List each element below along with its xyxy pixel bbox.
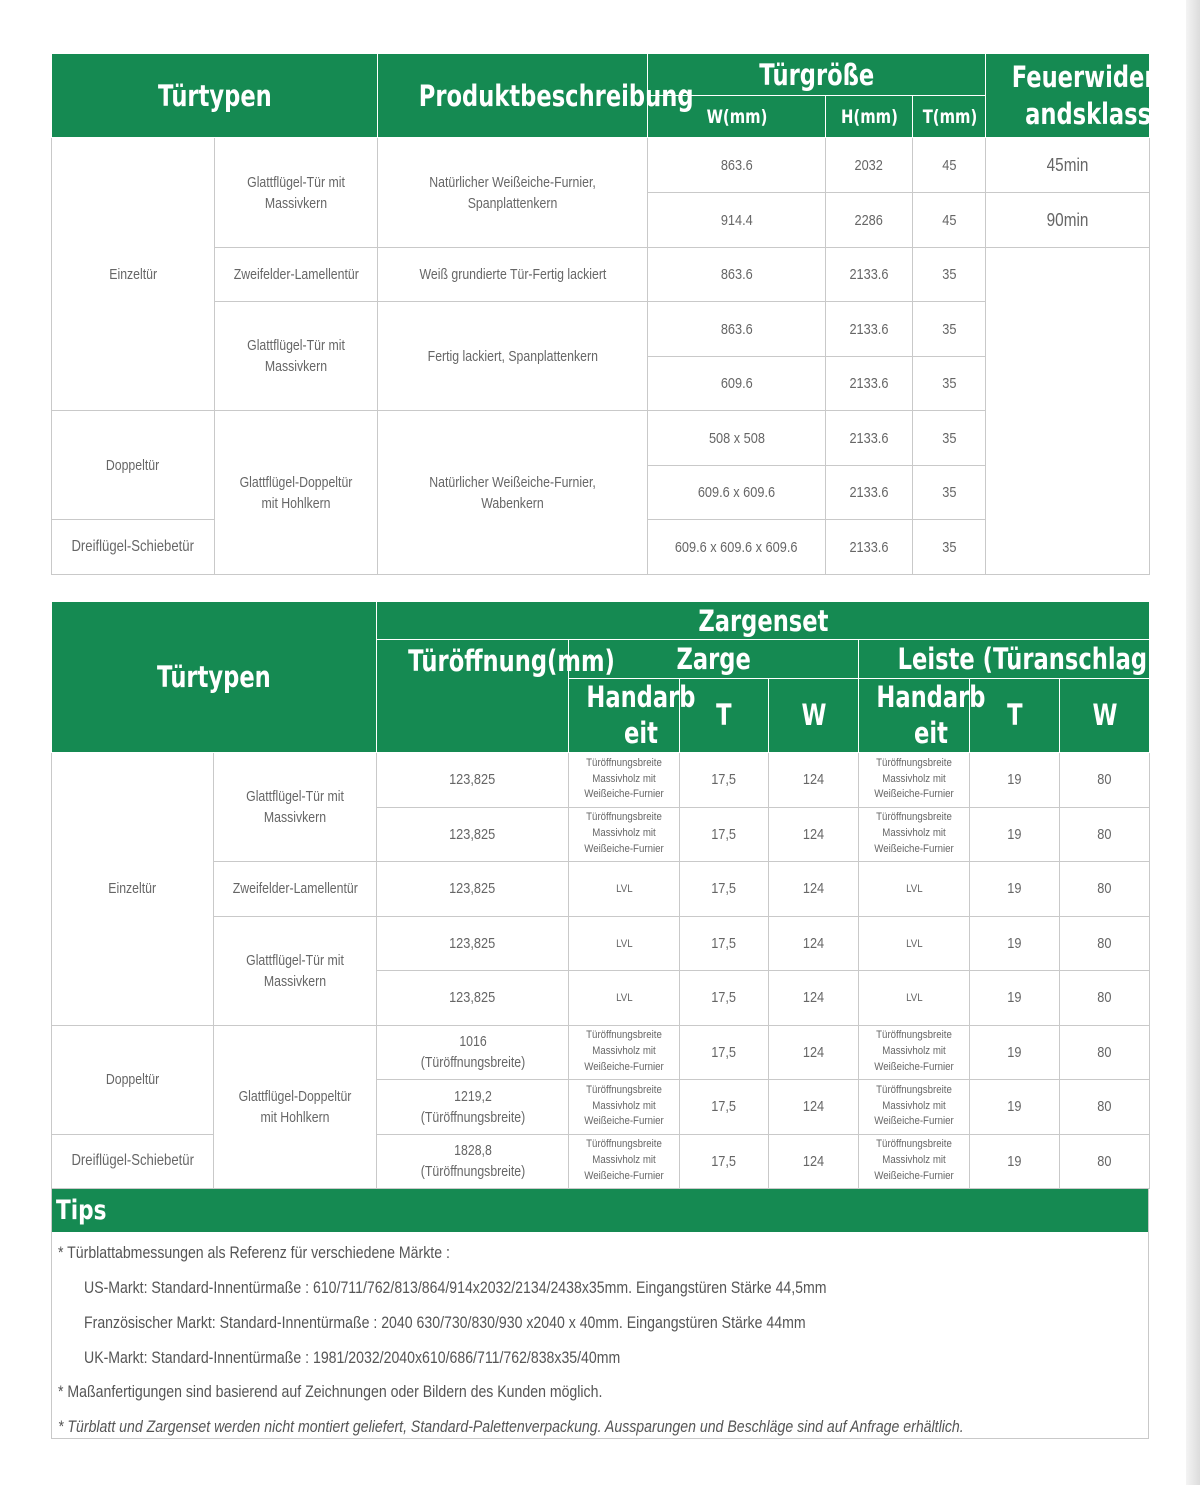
zarge-t-cell: 17,5	[680, 1025, 769, 1079]
zarge-t-cell: 17,5	[680, 970, 769, 1025]
header-zarge-w: W	[769, 679, 859, 753]
leiste-t-cell: 19	[970, 970, 1060, 1025]
opening-cell: 123,825	[377, 807, 569, 861]
tip-line: US-Markt: Standard-Innentürmaße : 610/711/762/813/864/914x2032/2134/2438x35mm. Eingangstüren Stärke 44,5mm	[84, 1278, 827, 1297]
width-cell: 609.6 x 609.6 x 609.6	[648, 520, 826, 575]
leiste-handarbeit-cell: Türöffnungsbreite Massivholz mit Weißeiche-Furnier	[859, 1079, 970, 1134]
zarge-handarbeit-cell: Türöffnungsbreite Massivholz mit Weißeiche-Furnier	[569, 807, 680, 861]
height-cell: 2133.6	[826, 357, 913, 411]
leiste-handarbeit-cell: Türöffnungsbreite Massivholz mit Weißeiche-Furnier	[859, 1134, 970, 1188]
header-t: T(mm)	[913, 96, 986, 138]
opening-cell: 1828,8 (Türöffnungsbreite)	[377, 1134, 569, 1188]
fire-class-cell: 90min	[986, 193, 1150, 248]
leiste-t-cell: 19	[970, 916, 1060, 970]
tip-line: UK-Markt: Standard-Innentürmaße : 1981/2032/2040x610/686/711/762/838x35/40mm	[84, 1348, 621, 1367]
width-cell: 609.6 x 609.6	[648, 466, 826, 520]
leiste-t-cell: 19	[970, 1079, 1060, 1134]
zarge-t-cell: 17,5	[680, 1079, 769, 1134]
zarge-handarbeit-cell: Türöffnungsbreite Massivholz mit Weißeiche-Furnier	[569, 1025, 680, 1079]
width-cell: 914.4	[648, 193, 826, 248]
frame-set-table	[51, 601, 1158, 1189]
header-tuertypen: Türtypen	[52, 602, 377, 753]
header-zargenset: Zargenset	[377, 602, 1150, 640]
thickness-cell: 35	[913, 248, 986, 302]
leiste-t-cell: 19	[970, 1025, 1060, 1079]
leiste-w-cell: 80	[1060, 861, 1150, 916]
zarge-handarbeit-cell: Türöffnungsbreite Massivholz mit Weißeiche-Furnier	[569, 1079, 680, 1134]
zarge-handarbeit-cell: LVL	[569, 916, 680, 970]
fire-class-cell: 45min	[986, 138, 1150, 193]
header-produktbeschreibung: Produktbeschreibung	[378, 54, 648, 138]
tip-line: * Türblattabmessungen als Referenz für verschiedene Märkte :	[58, 1243, 450, 1262]
width-cell: 508 x 508	[648, 411, 826, 466]
leiste-t-cell: 19	[970, 752, 1060, 807]
width-cell: 863.6	[648, 138, 826, 193]
zarge-w-cell: 124	[769, 1134, 859, 1188]
leiste-t-cell: 19	[970, 1134, 1060, 1188]
leiste-w-cell: 80	[1060, 1025, 1150, 1079]
height-cell: 2133.6	[826, 520, 913, 575]
header-leiste-w: W	[1060, 679, 1150, 753]
description-cell: Fertig lackiert, Spanplattenkern	[378, 302, 648, 411]
zarge-w-cell: 124	[769, 861, 859, 916]
tips-title: Tips	[52, 1189, 1148, 1232]
leiste-handarbeit-cell: Türöffnungsbreite Massivholz mit Weißeiche-Furnier	[859, 752, 970, 807]
leiste-handarbeit-cell: LVL	[859, 916, 970, 970]
header-leiste: Leiste (Türanschlag)	[859, 640, 1150, 679]
opening-cell: 1016 (Türöffnungsbreite)	[377, 1025, 569, 1079]
type-cell: Glattflügel-Tür mit Massivkern	[214, 752, 377, 861]
category-dreifluegel: Dreiflügel-Schiebetür	[52, 1134, 214, 1188]
zarge-t-cell: 17,5	[680, 752, 769, 807]
header-feuerwiderstand: Feuerwiderst andsklasse	[986, 54, 1150, 138]
thickness-cell: 35	[913, 357, 986, 411]
description-cell: Natürlicher Weißeiche-Furnier, Wabenkern	[378, 411, 648, 575]
door-size-table	[51, 53, 1180, 575]
category-einzeltuer: Einzeltür	[52, 752, 214, 1025]
description-cell: Weiß grundierte Tür-Fertig lackiert	[378, 248, 648, 302]
opening-cell: 123,825	[377, 970, 569, 1025]
thickness-cell: 45	[913, 138, 986, 193]
opening-cell: 123,825	[377, 916, 569, 970]
type-cell: Zweifelder-Lamellentür	[215, 248, 378, 302]
tips-section	[51, 1188, 1149, 1439]
leiste-t-cell: 19	[970, 807, 1060, 861]
leiste-handarbeit-cell: LVL	[859, 861, 970, 916]
type-cell: Zweifelder-Lamellentür	[214, 861, 377, 916]
zarge-w-cell: 124	[769, 807, 859, 861]
leiste-w-cell: 80	[1060, 752, 1150, 807]
opening-cell: 1219,2 (Türöffnungsbreite)	[377, 1079, 569, 1134]
header-zarge-handarbeit: Handarb eit	[569, 679, 680, 753]
width-cell: 863.6	[648, 248, 826, 302]
thickness-cell: 45	[913, 193, 986, 248]
height-cell: 2133.6	[826, 466, 913, 520]
zarge-w-cell: 124	[769, 916, 859, 970]
tip-line: * Maßanfertigungen sind basierend auf Zeichnungen oder Bildern des Kunden möglich.	[58, 1382, 603, 1401]
header-leiste-t: T	[970, 679, 1060, 753]
type-cell: Glattflügel-Doppeltür mit Hohlkern	[215, 411, 378, 575]
opening-cell: 123,825	[377, 752, 569, 807]
zarge-t-cell: 17,5	[680, 1134, 769, 1188]
tip-line: * Türblatt und Zargenset werden nicht montiert geliefert, Standard-Palettenverpackung. Aussparungen und Beschläge sind auf Anfrage erhältlich.	[58, 1417, 964, 1436]
header-leiste-handarbeit: Handarb eit	[859, 679, 970, 753]
zarge-handarbeit-cell: LVL	[569, 970, 680, 1025]
leiste-w-cell: 80	[1060, 1134, 1150, 1188]
type-cell: Glattflügel-Tür mit Massivkern	[214, 916, 377, 1025]
category-dreifluegel: Dreiflügel-Schiebetür	[52, 520, 215, 575]
header-tuertypen: Türtypen	[52, 54, 378, 138]
zarge-w-cell: 124	[769, 970, 859, 1025]
category-doppeltuer: Doppeltür	[52, 411, 215, 520]
leiste-handarbeit-cell: LVL	[859, 970, 970, 1025]
leiste-handarbeit-cell: Türöffnungsbreite Massivholz mit Weißeiche-Furnier	[859, 1025, 970, 1079]
thickness-cell: 35	[913, 520, 986, 575]
leiste-w-cell: 80	[1060, 807, 1150, 861]
category-einzeltuer: Einzeltür	[52, 138, 215, 411]
width-cell: 609.6	[648, 357, 826, 411]
zarge-handarbeit-cell: LVL	[569, 861, 680, 916]
zarge-handarbeit-cell: Türöffnungsbreite Massivholz mit Weißeiche-Furnier	[569, 1134, 680, 1188]
thickness-cell: 35	[913, 411, 986, 466]
category-doppeltuer: Doppeltür	[52, 1025, 214, 1134]
zarge-w-cell: 124	[769, 1025, 859, 1079]
thickness-cell: 35	[913, 466, 986, 520]
header-w: W(mm)	[648, 96, 826, 138]
height-cell: 2286	[826, 193, 913, 248]
leiste-handarbeit-cell: Türöffnungsbreite Massivholz mit Weißeiche-Furnier	[859, 807, 970, 861]
type-cell: Glattflügel-Doppeltür mit Hohlkern	[214, 1025, 377, 1188]
fire-class-empty	[986, 248, 1150, 575]
leiste-w-cell: 80	[1060, 1079, 1150, 1134]
leiste-w-cell: 80	[1060, 916, 1150, 970]
type-cell: Glattflügel-Tür mit Massivkern	[215, 138, 378, 248]
zarge-t-cell: 17,5	[680, 916, 769, 970]
thickness-cell: 35	[913, 302, 986, 357]
height-cell: 2133.6	[826, 411, 913, 466]
leiste-w-cell: 80	[1060, 970, 1150, 1025]
zarge-t-cell: 17,5	[680, 861, 769, 916]
tip-line: Französischer Markt: Standard-Innentürmaße : 2040 630/730/830/930 x2040 x 40mm. Eingangstüren Stärke 44mm	[84, 1313, 806, 1332]
height-cell: 2133.6	[826, 302, 913, 357]
zarge-t-cell: 17,5	[680, 807, 769, 861]
header-h: H(mm)	[826, 96, 913, 138]
page-edge	[1186, 0, 1200, 1485]
leiste-t-cell: 19	[970, 861, 1060, 916]
description-cell: Natürlicher Weißeiche-Furnier, Spanplattenkern	[378, 138, 648, 248]
zarge-w-cell: 124	[769, 752, 859, 807]
height-cell: 2032	[826, 138, 913, 193]
type-cell: Glattflügel-Tür mit Massivkern	[215, 302, 378, 411]
height-cell: 2133.6	[826, 248, 913, 302]
zarge-handarbeit-cell: Türöffnungsbreite Massivholz mit Weißeiche-Furnier	[569, 752, 680, 807]
header-zarge: Zarge	[569, 640, 859, 679]
opening-cell: 123,825	[377, 861, 569, 916]
header-tuergroesse: Türgröße	[648, 54, 986, 96]
width-cell: 863.6	[648, 302, 826, 357]
header-tueroeffnung: Türöffnung(mm)	[377, 640, 569, 753]
header-zarge-t: T	[680, 679, 769, 753]
zarge-w-cell: 124	[769, 1079, 859, 1134]
